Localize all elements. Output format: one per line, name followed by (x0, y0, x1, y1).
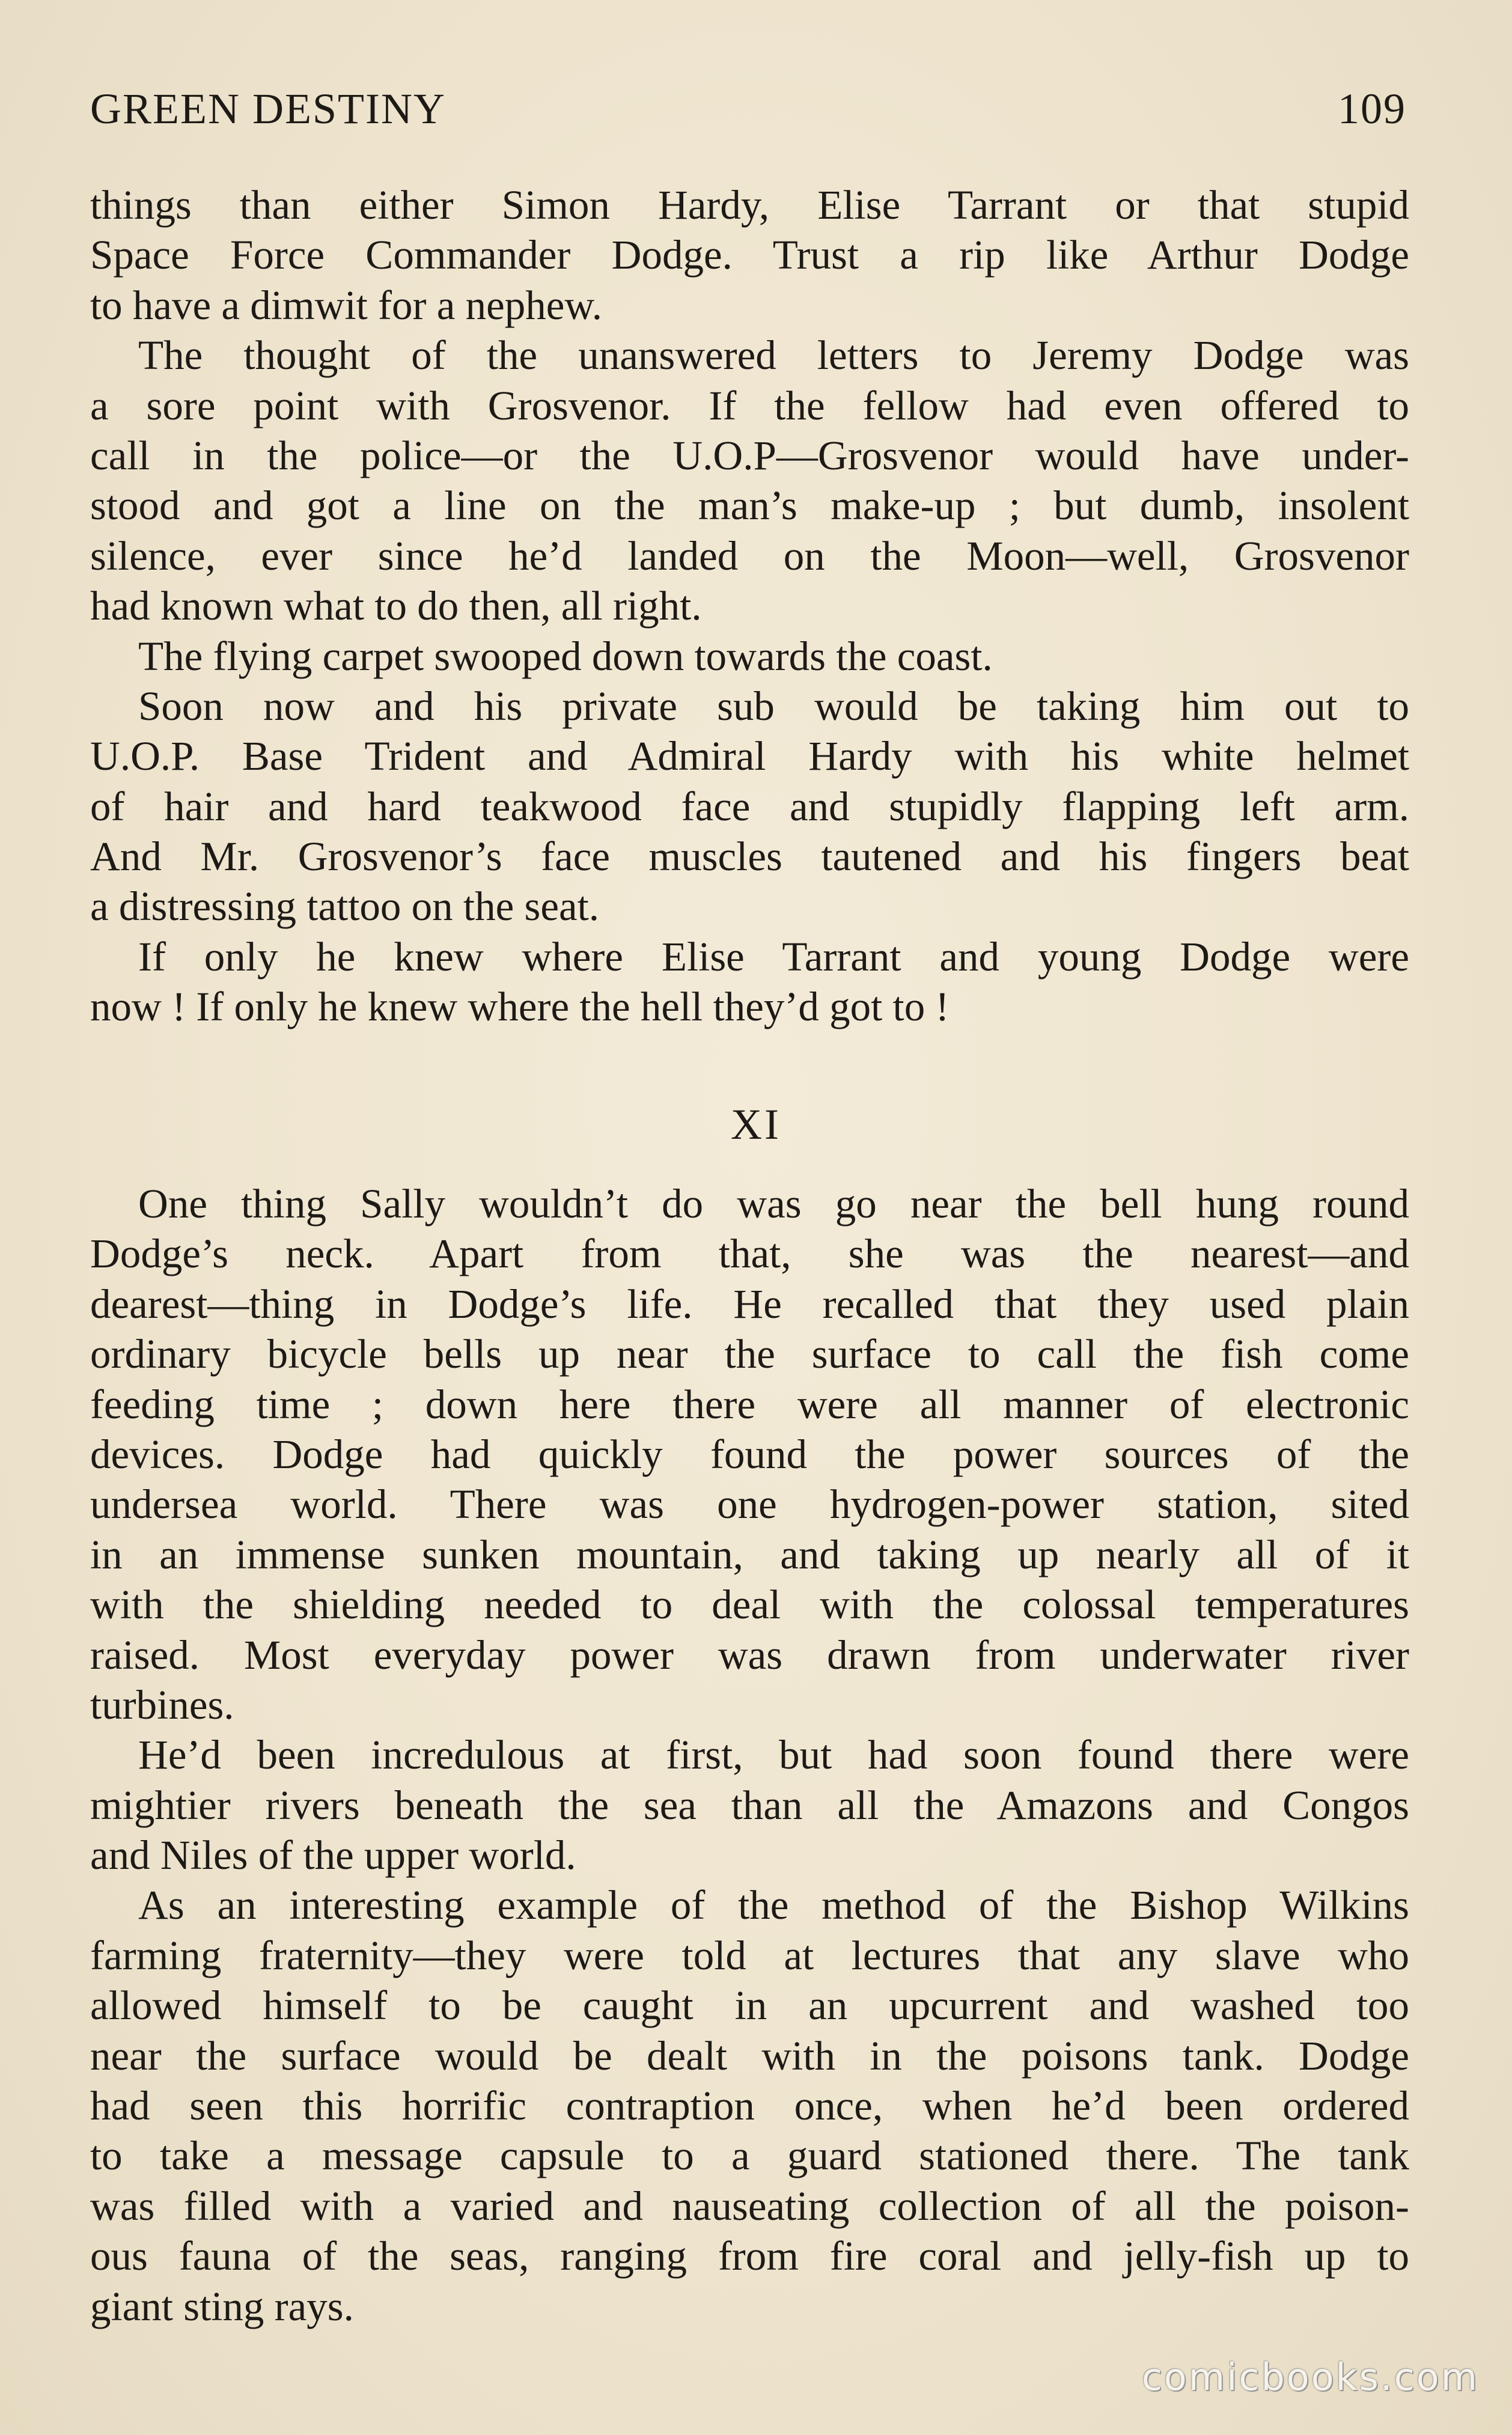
body-text-section-two (90, 1179, 1409, 2332)
page-number: 109 (1338, 85, 1406, 133)
text-line: One thing Sally wouldn’t do was go near the bell hung round (138, 1181, 1409, 1227)
text-line: devices. Dodge had quickly found the power sources of the (90, 1431, 1409, 1477)
text-line: of hair and hard teakwood face and stupidly flapping left arm. (90, 783, 1409, 829)
text-line: a sore point with Grosvenor. If the fellow had even offered to (90, 382, 1409, 428)
text-line: had known what to do then, all right. (90, 583, 702, 629)
text-line: silence, ever since he’d landed on the Moon—well, Grosvenor (90, 532, 1409, 579)
text-line: allowed himself to be caught in an upcurrent and washed too (90, 1982, 1409, 2029)
text-line: with the shielding needed to deal with the colossal temperatures (90, 1582, 1409, 1628)
text-line: The flying carpet swooped down towards the coast. (138, 633, 993, 679)
text-line: things than either Simon Hardy, Elise Tarrant or that stupid (90, 182, 1409, 228)
site-watermark: comicbooks.com (1141, 2355, 1479, 2399)
text-line: call in the police—or the U.O.P—Grosvenor would have under- (90, 432, 1409, 478)
text-line: to take a message capsule to a guard stationed there. The tank (90, 2133, 1409, 2179)
text-line: now ! If only he knew where the hell they’d got to ! (90, 984, 950, 1030)
body-text-section-one (90, 180, 1409, 1032)
text-line: Dodge’s neck. Apart from that, she was the nearest—and (90, 1231, 1409, 1277)
running-title: GREEN DESTINY (90, 85, 446, 133)
text-line: U.O.P. Base Trident and Admiral Hardy with his white helmet (90, 733, 1409, 779)
text-line: raised. Most everyday power was drawn from underwater river (90, 1632, 1409, 1678)
text-line: farming fraternity—they were told at lectures that any slave who (90, 1932, 1409, 1978)
text-line: in an immense sunken mountain, and taking up nearly all of it (90, 1531, 1409, 1577)
text-line: ordinary bicycle bells up near the surface to call the fish come (90, 1331, 1409, 1377)
text-line: As an interesting example of the method of the Bishop Wilkins (138, 1882, 1409, 1928)
text-line: giant sting rays. (90, 2283, 354, 2329)
page-header (90, 84, 1406, 144)
text-line: turbines. (90, 1681, 234, 1728)
text-line: mightier rivers beneath the sea than all the Amazons and Congos (90, 1782, 1409, 1828)
text-line: If only he knew where Elise Tarrant and young Dodge were (138, 933, 1409, 980)
text-line: and Niles of the upper world. (90, 1832, 576, 1879)
text-line: ous fauna of the seas, ranging from fire coral and jelly-fish up to (90, 2233, 1409, 2279)
text-line: Soon now and his private sub would be taking him out to (138, 683, 1409, 729)
text-line: was filled with a varied and nauseating collection of all the poison- (90, 2183, 1409, 2229)
text-line: stood and got a line on the man’s make-up ; but dumb, insolent (90, 483, 1409, 529)
text-line: And Mr. Grosvenor’s face muscles tautened and his fingers beat (90, 834, 1409, 880)
text-line: Space Force Commander Dodge. Trust a rip like Arthur Dodge (90, 232, 1409, 278)
text-line: The thought of the unanswered letters to Jeremy Dodge was (138, 332, 1409, 379)
text-line: dearest—thing in Dodge’s life. He recalled that they used plain (90, 1281, 1409, 1327)
text-line: He’d been incredulous at first, but had soon found there were (138, 1732, 1409, 1778)
chapter-heading: XI (731, 1100, 781, 1148)
text-line: feeding time ; down here there were all manner of electronic (90, 1381, 1409, 1427)
text-line: near the surface would be dealt with in the poisons tank. Dodge (90, 2032, 1409, 2079)
text-line: had seen this horrific contraption once, when he’d been ordered (90, 2083, 1409, 2129)
text-line: a distressing tattoo on the seat. (90, 883, 600, 930)
text-line: undersea world. There was one hydrogen-power station, sited (90, 1481, 1409, 1528)
text-line: to have a dimwit for a nephew. (90, 282, 602, 328)
